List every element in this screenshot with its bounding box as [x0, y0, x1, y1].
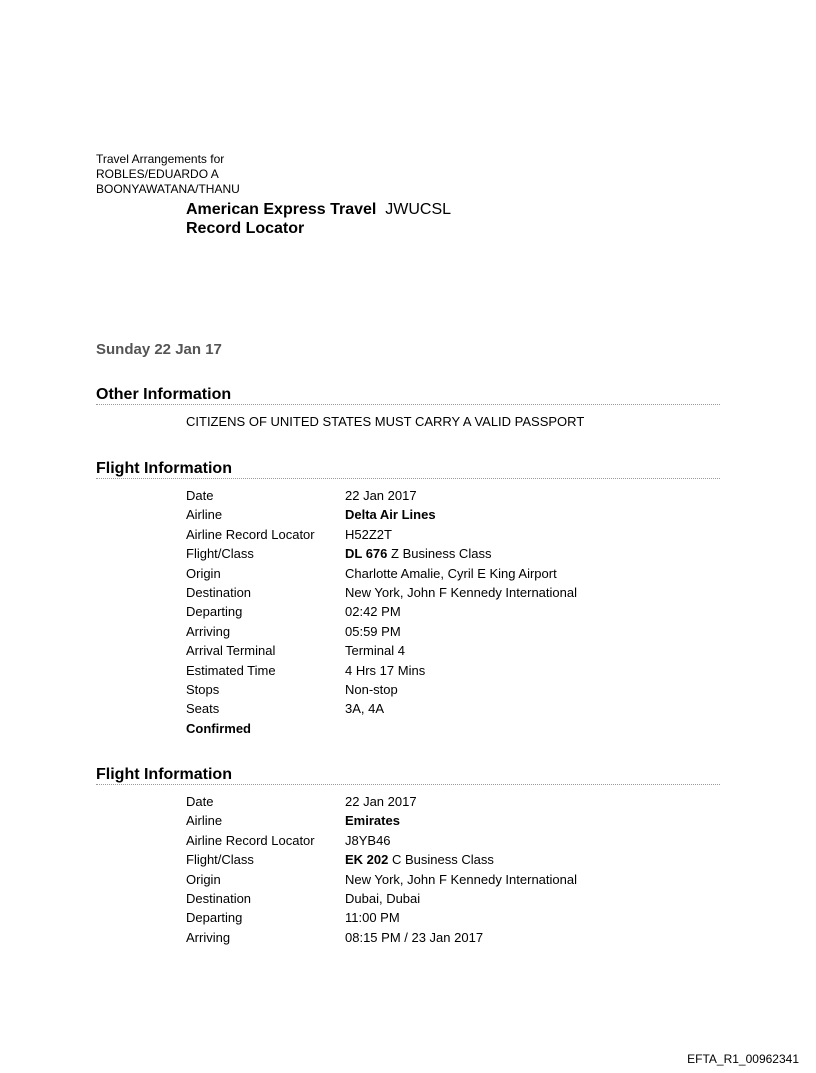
- other-information-section: [96, 385, 720, 405]
- label: Departing: [186, 604, 243, 620]
- value: Dubai, Dubai: [345, 890, 421, 906]
- day-heading: Sunday 22 Jan 17: [96, 341, 222, 358]
- label: Airline Record Locator: [186, 832, 315, 848]
- flight-information-section-1: [96, 459, 720, 479]
- value: Non-stop: [345, 681, 398, 697]
- label: Date: [186, 794, 214, 809]
- document-id: EFTA_R1_00962341: [687, 1052, 799, 1066]
- label: Arriving: [186, 929, 231, 945]
- label: Destination: [186, 890, 252, 906]
- value: J8YB46: [345, 832, 391, 848]
- value: New York, John F Kennedy International: [345, 584, 577, 600]
- detail-row-destination: [186, 583, 577, 602]
- detail-row-destination: [186, 889, 577, 908]
- traveler-name-1: ROBLES/EDUARDO A: [96, 167, 219, 181]
- label: Date: [186, 488, 214, 503]
- flight-details-1: [186, 486, 577, 738]
- label: Arriving: [186, 623, 231, 639]
- label: Airline: [186, 507, 223, 523]
- record-locator-label: Record Locator: [186, 220, 305, 237]
- value: 02:42 PM: [345, 604, 401, 620]
- intro-text: Travel Arrangements for: [96, 152, 225, 166]
- value: 22 Jan 2017: [345, 488, 417, 503]
- value: Charlotte Amalie, Cyril E King Airport: [345, 565, 557, 581]
- booking-status: Confirmed: [186, 720, 251, 736]
- label: Airline Record Locator: [186, 526, 315, 542]
- detail-row-departing: [186, 908, 577, 927]
- label: Origin: [186, 565, 221, 581]
- traveler-name-2: BOONYAWATANA/THANU: [96, 182, 240, 196]
- label: Seats: [186, 701, 220, 717]
- value: H52Z2T: [345, 526, 392, 542]
- detail-row-seats: [186, 699, 577, 718]
- label: Airline: [186, 813, 223, 829]
- value: 11:00 PM: [345, 910, 400, 926]
- detail-row-terminal: [186, 641, 577, 660]
- flight-details-2: [186, 792, 577, 947]
- detail-row-locator: [186, 831, 577, 850]
- value: 08:15 PM / 23 Jan 2017: [345, 929, 484, 945]
- detail-row-stops: [186, 680, 577, 699]
- value: New York, John F Kennedy International: [345, 871, 577, 887]
- class-value: Z Business Class: [387, 546, 492, 562]
- value: 22 Jan 2017: [345, 794, 417, 809]
- section-title: Flight Information: [96, 765, 720, 785]
- value: 3A, 4A: [345, 701, 385, 717]
- passport-note: CITIZENS OF UNITED STATES MUST CARRY A VALID PASSPORT: [186, 414, 585, 429]
- detail-row-estimated-time: [186, 661, 577, 680]
- detail-row-date: [186, 792, 577, 811]
- flight-information-section-2: [96, 765, 720, 785]
- label: Estimated Time: [186, 662, 276, 678]
- detail-row-arriving: [186, 928, 577, 947]
- detail-row-airline: [186, 505, 577, 524]
- value: Terminal 4: [345, 643, 405, 659]
- detail-row-flight-class: [186, 850, 577, 869]
- label: Departing: [186, 910, 243, 926]
- detail-row-origin: [186, 870, 577, 889]
- section-title: Flight Information: [96, 459, 720, 479]
- travel-header: [96, 152, 240, 197]
- detail-row-departing: [186, 602, 577, 621]
- label: Flight/Class: [186, 546, 254, 562]
- airline-name: Emirates: [345, 813, 400, 829]
- label: Stops: [186, 681, 220, 697]
- flight-number: EK 202: [345, 852, 389, 868]
- detail-row-origin: [186, 564, 577, 583]
- record-locator-value: JWUCSL: [385, 201, 452, 218]
- label: Origin: [186, 871, 221, 887]
- label: Destination: [186, 584, 252, 600]
- value: 05:59 PM: [345, 623, 401, 639]
- detail-row-arriving: [186, 622, 577, 641]
- label: Flight/Class: [186, 852, 254, 868]
- detail-row-flight-class: [186, 544, 577, 563]
- agency-label: American Express Travel: [186, 201, 377, 218]
- class-value: C Business Class: [388, 852, 494, 868]
- detail-row-airline: [186, 811, 577, 830]
- detail-row-date: [186, 486, 577, 505]
- detail-row-locator: [186, 525, 577, 544]
- section-title: Other Information: [96, 385, 720, 405]
- record-locator-block: [186, 200, 451, 238]
- airline-name: Delta Air Lines: [345, 507, 436, 523]
- value: 4 Hrs 17 Mins: [345, 662, 426, 678]
- label: Arrival Terminal: [186, 643, 276, 659]
- flight-number: DL 676: [345, 546, 388, 562]
